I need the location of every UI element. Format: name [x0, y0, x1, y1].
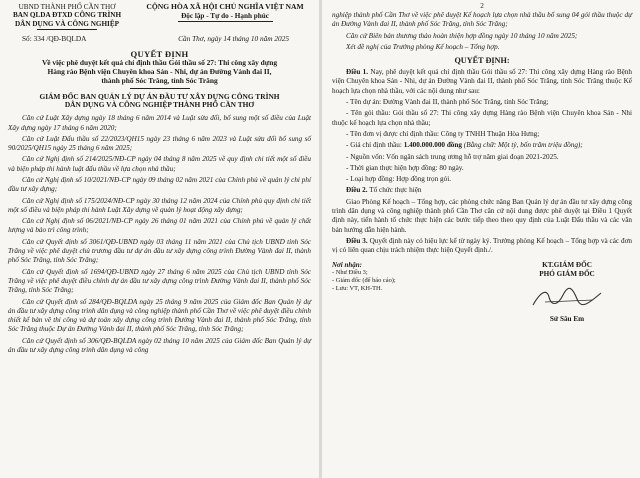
document-meta — [8, 34, 311, 43]
article-2-label: Điều 2. — [346, 186, 368, 195]
legal-basis-item: Căn cứ Nghị định số 10/2021/NĐ-CP ngày 09 tháng 02 năm 2021 của Chính phủ về quản lý chi phí đầu tư xây dựng; — [8, 175, 311, 194]
legal-basis-item: Căn cứ Quyết định số 284/QĐ-BQLDA ngày 25 tháng 9 năm 2025 của Giám đốc Ban Quản lý dự án đầu tư xây dựng công trình dân dụng và công nghiệp thành phố Cần Thơ về việc phê duyệt điều chỉnh thiết kế bản vẽ thi công và dự toán xây dựng công trình Đường Vành đai II, thành phố Sóc Trăng, tỉnh Sóc Trăng thuộc Dự án Đường Vành đai II, thành phố Sóc Trăng, tỉnh Sóc Trăng; — [8, 297, 311, 334]
legal-basis-item: Căn cứ Quyết định số 1694/QĐ-UBND ngày 27 tháng 6 năm 2025 của Chủ tịch UBND tỉnh Sóc Trăng về việc phê duyệt điều chỉnh dự án đầu tư xây dựng công trình Đường Vành đai II, thành phố Sóc Trăng, tỉnh Sóc Trăng; — [8, 267, 311, 295]
decision-title: QUYẾT ĐỊNH — [130, 49, 189, 60]
funding-source: - Nguồn vốn: Vốn ngân sách trung ương hỗ trợ năm giai đoạn 2021-2025. — [346, 152, 559, 161]
signer-role-2: PHÓ GIÁM ĐỐC — [539, 269, 595, 278]
legal-basis-item: Căn cứ Quyết định số 306/QĐ-BQLDA ngày 02 tháng 10 năm 2025 của Giám đốc Ban Quản lý dự án đầu tư xây dựng công trình dân dụng và công — [8, 336, 311, 355]
article-1-label: Điều 1. — [346, 68, 369, 77]
price-label: - Giá chỉ định thầu: — [346, 141, 404, 150]
legal-basis-item: Căn cứ Nghị định số 214/2025/NĐ-CP ngày 04 tháng 8 năm 2025 về quy định chi tiết một số điều và biện pháp thi hành luật đấu thầu về lựa chọn nhà thầu; — [8, 155, 311, 173]
national-motto — [139, 3, 311, 30]
document-date: Cần Thơ, ngày 14 tháng 10 năm 2025 — [178, 34, 289, 44]
article-2-heading: Tổ chức thực hiện — [369, 186, 422, 195]
legal-bases — [8, 114, 311, 355]
subject-line-1: Về việc phê duyệt kết quả chỉ định thầu Gói thầu số 27: Thi công xây dựng — [41, 58, 278, 68]
article-1-text: Nay, phê duyệt kết quả chỉ định thầu Gói thầu số 27: Thi công xây dựng Hàng rào Bệnh viện Chuyên khoa Sản - Nhi, dự án Đường Vành đai II, thành phố Sóc Trăng, tỉnh Sóc Trăng thuộc Kế hoạch lựa chọn nhà thầu, với các nội dung như sau: — [332, 68, 633, 95]
decides-heading: QUYẾT ĐỊNH: — [454, 56, 510, 66]
decision-subject — [8, 59, 311, 85]
price-value: 1.400.000.000 đồng — [403, 141, 462, 150]
recipient-item: - Như Điều 3; — [332, 268, 368, 276]
signer — [502, 261, 632, 324]
document-page-2 — [322, 0, 640, 478]
price-in-words: (Bằng chữ: Một tỷ, bốn trăm triệu đồng); — [462, 141, 583, 150]
legal-basis-item: Căn cứ Nghị định số 06/2021/NĐ-CP ngày 26 tháng 01 năm 2021 của Chính phủ về quản lý chất lượng và bảo trì công trình; — [8, 217, 311, 235]
article-3-label: Điều 3. — [346, 236, 368, 245]
legal-basis-item: Căn cứ Luật Xây dựng ngày 18 tháng 6 năm 2014 và Luật sửa đổi, bổ sung một số điều của Luật Xây dựng ngày 17 tháng 6 năm 2020; — [8, 114, 311, 132]
signature-block — [332, 261, 632, 324]
article-1 — [332, 68, 632, 184]
issuing-agency — [8, 3, 126, 30]
project-name: - Tên dự án: Đường Vành đai II, thành phố Sóc Trăng, tỉnh Sóc Trăng; — [346, 98, 549, 107]
recipients — [332, 261, 452, 324]
legal-basis-item: Căn cứ Nghị định số 175/2024/NĐ-CP ngày 30 tháng 12 năm 2024 của Chính phủ quy định chi tiết một số điều và biện pháp thi hành Luật Xây dựng về quản lý hoạt động xây dựng; — [8, 196, 311, 214]
agency-line-2: BAN QLDA ĐTXD CÔNG TRÌNH — [12, 11, 122, 20]
contract-type: - Loại hợp đồng: Hợp đồng trọn gói. — [346, 175, 452, 184]
legal-basis-item: Căn cứ Quyết định số 3061/QĐ-UBND ngày 03 tháng 11 năm 2021 của Chủ tịch UBND tỉnh Sóc Trăng về việc phê duyệt chủ trương đầu tư dự án đầu tư xây dựng công trình Đường Vành đai II, thành phố Sóc Trăng, tỉnh Sóc Trăng; — [8, 237, 311, 265]
recipients-label: Nơi nhận: — [332, 260, 363, 269]
recipient-item: - Lưu: VT, KH-TH. — [332, 285, 383, 293]
article-2 — [332, 186, 632, 234]
article-3 — [332, 237, 632, 256]
proposal-line: Xét đề nghị của Trưởng phòng Kế hoạch – Tổng hợp. — [346, 42, 500, 51]
motto-text: Độc lập - Tự do - Hạnh phúc — [181, 11, 269, 20]
recipient-item: - Giám đốc (để báo cáo); — [332, 276, 396, 284]
subject-divider — [130, 88, 190, 89]
article-3-text: Quyết định này có hiệu lực kể từ ngày ký. Trưởng phòng Kế hoạch – Tổng hợp và các đơn vị có liên quan chịu trách nhiệm thực hiện Quyết định./. — [332, 236, 633, 255]
authority-line-1: GIÁM ĐỐC BAN QUẢN LÝ DỰ ÁN ĐẦU TƯ XÂY DỰNG CÔNG TRÌNH — [39, 91, 280, 101]
authority-heading — [8, 93, 311, 111]
authority-line-2: DÂN DỤNG VÀ CÔNG NGHIỆP THÀNH PHỐ CẦN THƠ — [64, 100, 255, 110]
package-name: - Tên gói thầu: Gói thầu số 27: Thi công xây dựng Hàng rào Bệnh viện Chuyên khoa Sản - Nhi thuộc kế hoạch lựa chọn nhà thầu; — [332, 109, 632, 127]
continuation-text: nghiệp thành phố Cần Thơ về việc phê duyệt Kế hoạch lựa chọn nhà thầu bổ sung 04 gói thầu thuộc dự án Đường Vành đai II, thành phố Sóc Trăng, tỉnh Sóc Trăng; — [332, 11, 632, 29]
document-number: Số: 334 /QĐ-BQLDA — [22, 34, 87, 44]
legal-basis-item: Căn cứ Biên bản thương thảo hoàn thiện hợp đồng ngày 10 tháng 10 năm 2025; — [346, 31, 578, 40]
legal-basis-item: Căn cứ Luật Đấu thầu số 22/2023/QH15 ngày 23 tháng 6 năm 2023 và Luật sửa đổi bổ sung số 90/2025/QH15 ngày 25 tháng 6 năm 2025; — [8, 134, 311, 153]
page-number: 2 — [480, 2, 484, 10]
motto-underline — [178, 21, 273, 22]
contract-duration: - Thời gian thực hiện hợp đồng: 80 ngày. — [346, 163, 464, 172]
signer-name: Sử Sâu Em — [549, 314, 585, 323]
subject-line-3: thành phố Sóc Trăng, tỉnh Sóc Trăng — [101, 75, 218, 85]
country-name: CỘNG HÒA XÃ HỘI CHỦ NGHĨA VIỆT NAM — [146, 2, 304, 11]
document-header — [8, 3, 311, 30]
agency-line-3: DÂN DỤNG VÀ CÔNG NGHIỆP — [14, 19, 120, 28]
handwritten-signature-icon — [527, 283, 607, 313]
signer-role-1: KT.GIÁM ĐỐC — [542, 260, 592, 269]
article-2-text: Giao Phòng Kế hoạch – Tổng hợp, các phòng chức năng Ban Quản lý dự án đầu tư xây dựng công trình dân dụng và công nghiệp thành phố Cần Thơ căn cứ nội dung được phê duyệt tại Điều 1 Quyết định này, tiến hành tổ chức thực hiện các bước tiếp theo theo quy định của Luật Đấu thầu và các văn bản hướng dẫn hiện hành. — [332, 197, 632, 234]
agency-underline — [37, 29, 97, 30]
agency-line-1: UBND THÀNH PHỐ CẦN THƠ — [18, 3, 116, 11]
document-page-1 — [0, 0, 319, 478]
subject-line-2: Hàng rào Bệnh viện Chuyên khoa Sản - Nhi, dự án Đường Vành đai II, — [47, 67, 272, 77]
contractor-name: - Tên đơn vị được chỉ định thầu: Công ty TNHH Thuận Hòa Hưng; — [346, 129, 540, 138]
